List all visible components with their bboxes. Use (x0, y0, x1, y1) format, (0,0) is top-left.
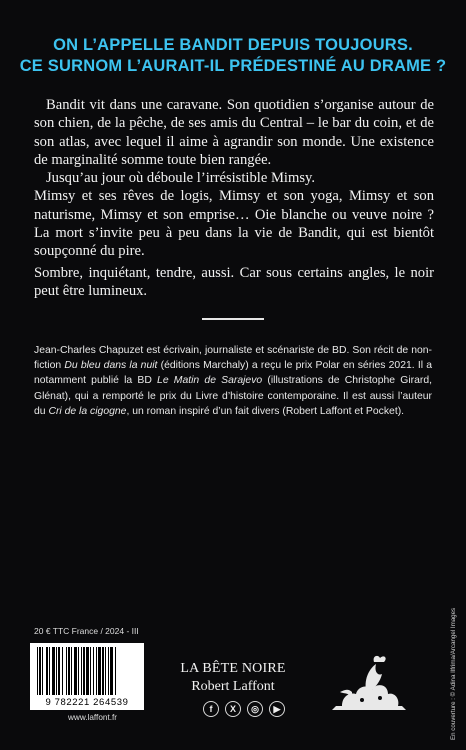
blurb-paragraph-4: Sombre, inquiétant, tendre, aussi. Car sous certains angles, le noir peut être lumineux. (34, 265, 434, 300)
instagram-icon[interactable]: ◎ (247, 701, 263, 717)
publisher-logo-emblem (328, 652, 410, 714)
bio-text: Jean-Charles Chapuzet est écrivain, journaliste et scénariste de BD. Son récit de non-fiction (34, 345, 432, 372)
isbn-number: 9 782221 264539 (45, 697, 129, 708)
tagline-line-2: CE SURNOM L’AURAIT-IL PRÉDESTINÉ AU DRAME ? (19, 57, 447, 75)
bio-text: (illustrations de Christophe Girard, Glénat), qui a remporté le prix du Livre d’histoire contemporaine. Il est aussi l’auteur du (34, 375, 432, 417)
blurb-block-2 (34, 264, 434, 301)
cover-credit: En couverture : © Adina Ilfrima/Arcangel Images (450, 607, 457, 740)
barcode-bars (36, 647, 138, 695)
blurb-paragraph-3: Mimsy et ses rêves de logis, Mimsy et son yoga, Mimsy et son naturisme, Mimsy et son emprise… Oie blanche ou veuve noire ? La mort s’invite peu à peu dans la vie de Bandit, qui est bientôt soupçonné du pire. (34, 188, 434, 260)
blurb-block-1 (34, 96, 434, 261)
divider (202, 318, 264, 320)
youtube-icon[interactable]: ▶ (269, 701, 285, 717)
blurb-paragraph-1: Bandit vit dans une caravane. Son quotidien s’organise autour de son chien, de la pêche, de ses amis du Central – le bar du coin, et de son atlas, avec lequel il aime à agrandir son monde. Une existence de marginalité somme toute bien rangée. (34, 97, 434, 168)
facebook-icon[interactable]: f (203, 701, 219, 717)
bio-text: (éditions Marchaly) a reçu le prix Polar en séries 2021. Il a notamment publié la BD (34, 360, 433, 387)
collection-name: LA BÊTE NOIRE (180, 661, 286, 676)
publisher-name: Robert Laffont (191, 679, 275, 694)
price-label: 20 € TTC France / 2024 - III (34, 626, 139, 636)
x-icon[interactable]: X (225, 701, 241, 717)
tagline-line-1: ON L’APPELLE BANDIT DEPUIS TOUJOURS. (53, 36, 413, 54)
bio-text: , un roman inspiré d’un fait divers (Robert Laffont et Pocket). (126, 405, 405, 417)
barcode (30, 643, 144, 710)
bio-title: Le Matin de Sarajevo (157, 375, 263, 387)
bio-title: Cri de la cigogne (48, 405, 127, 417)
blurb-paragraph-2: Jusqu’au jour où déboule l’irrésistible Mimsy. (46, 170, 316, 187)
bio-title: Du bleu dans la nuit (64, 360, 158, 372)
publisher-url[interactable]: www.laffont.fr (68, 713, 117, 722)
author-bio (34, 343, 432, 419)
